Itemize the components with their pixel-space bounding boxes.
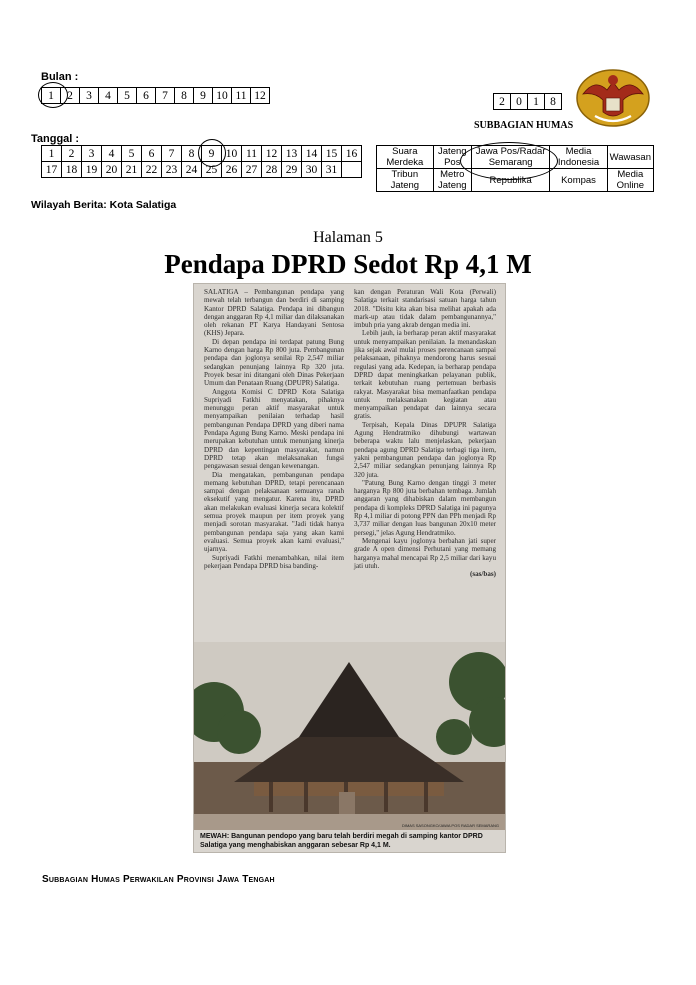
media-metro-jateng: Metro Jateng: [433, 169, 471, 192]
col1-paragraph: Anggota Komisi C DPRD Kota Salatiga Supriyadi Fatkhi menyatakan, pihaknya menunggu peran aktif masyarakat untuk menyampaikan penilaian terhadap hasil pembangunan Pendapa DPRD yang diberi nama Pendapa Agung Bung Karno. Meski pendapa ini merupakan kebutuhan untuk menunjang kinerja DPRD dan kepentingan masyarakat, namun DPRD tetap akan melaksanakan fungsi pengawasan sesuai dengan kewenangan.: [204, 387, 344, 471]
media-media-online: Media Online: [607, 169, 653, 192]
month-cell: 10: [213, 88, 232, 104]
tanggal-label: Tanggal :: [31, 133, 80, 145]
col1-paragraph: SALATIGA – Pembangunan pendapa yang mewah telah terbangun dan berdiri di samping Kantor DPRD Salatiga. Pendapa ini dibangun dengan anggaran Rp 4,1 miliar dan dilaksanakan oleh rekanan PT Karya Handayani Sentosa (KHS) Jepara.: [204, 288, 344, 338]
date-cell: 15: [322, 146, 342, 162]
bulan-label: Bulan :: [41, 71, 79, 83]
date-cell: 28: [262, 162, 282, 178]
article-signoff: (sas/bas): [469, 570, 496, 579]
newspaper-clipping: [193, 283, 506, 853]
media-media-indonesia: Media Indonesia: [550, 146, 607, 169]
month-cell: 8: [175, 88, 194, 104]
date-cell: 21: [122, 162, 142, 178]
date-cell: 9: [202, 146, 222, 162]
date-cell: 3: [82, 146, 102, 162]
date-cell: 29: [282, 162, 302, 178]
halaman-label: Halaman 5: [313, 229, 383, 246]
date-cell: 19: [82, 162, 102, 178]
date-cell: 26: [222, 162, 242, 178]
date-cell: 25: [202, 162, 222, 178]
date-cell: 13: [282, 146, 302, 162]
media-selection-circle: [460, 142, 558, 180]
media-republika: Republika: [471, 169, 549, 192]
year-box: [493, 93, 562, 110]
year-digit-cell: 1: [528, 94, 545, 110]
footer-label: [42, 874, 275, 885]
date-cell: 23: [162, 162, 182, 178]
year-digit-cell: 0: [511, 94, 528, 110]
month-selection-circle: [38, 82, 68, 108]
date-selection-circle: [198, 139, 226, 167]
month-cell: 9: [194, 88, 213, 104]
subbagian-humas-label: SUBBAGIAN HUMAS: [474, 120, 574, 131]
date-cell: 2: [62, 146, 82, 162]
date-cell: 8: [182, 146, 202, 162]
col1-paragraph: Dia mengatakan, pembangunan pendapa memang kebutuhan DPRD, tetapi perencanaan sampai dengan pelaksanaan semuanya ranah eksekutif yang mengatur. Karena itu, DPRD akan melakukan evaluasi kinerja secara kolektif semua proyek maupun per item proyek yang menjadi sorotan masyarakat. "Jadi tidak hanya pembangunan pendapa saja yang akan kami evaluasi. Semua proyek akan kami evaluasi," ujarnya.: [204, 470, 344, 554]
month-cell: 6: [137, 88, 156, 104]
date-cell: 6: [142, 146, 162, 162]
date-cell: 14: [302, 146, 322, 162]
col1-paragraph: Supriyadi Fatkhi menambahkan, nilai item pekerjaan Pendapa DPRD bisa banding-: [204, 553, 344, 570]
month-cell: 11: [232, 88, 251, 104]
col2-paragraph: Terpisah, Kepala Dinas DPUPR Salatiga Agung Hendratmiko dihubungi wartawan beberapa waktu lalu menjelaskan, pekerjaan pendapa agung DPRD Salatiga terbagi tiga item, yakni pembangunan pendapa dan joglonya Rp 2,547 miliar sedangkan penunjang lainnya Rp 320 juta.: [354, 420, 496, 479]
photo-credit: DIMAS SASONGKO/JAWA POS RADAR SEMARANG: [401, 823, 499, 828]
media-wawasan: Wawasan: [607, 146, 653, 169]
date-cell: 22: [142, 162, 162, 178]
footer-text: Subbagian Humas Perwakilan Provinsi Jawa Tengah: [42, 874, 275, 885]
col2-paragraph: "Patung Bung Karno dengan tinggi 3 meter harganya Rp 800 juta berbahan tembaga. Jumlah anggaran yang dihabiskan dalam membangun pendapa di kompleks DPRD Salatiga ini pagunya Rp 4,1 miliar di potong PPN dan PPh menjadi Rp 3,737 miliar dengan luas bangunan 20x10 meter persegi," jelas Agung Hendratmiko.: [354, 478, 496, 537]
date-cell: 7: [162, 146, 182, 162]
col2-paragraph: Mengenai kayu joglonya berbahan jati super grade A open dimensi Perhutani yang memang harganya mahal mencapai Rp 2,5 miliar dari kayu jati utuh.: [354, 536, 496, 570]
year-digit-cell: 2: [494, 94, 511, 110]
date-cell: 1: [42, 146, 62, 162]
month-cell: 4: [99, 88, 118, 104]
month-cell: 5: [118, 88, 137, 104]
garuda-emblem-icon: [575, 68, 651, 128]
media-jawa-pos: Jawa Pos/Radar Semarang: [471, 146, 549, 169]
date-cell: [342, 162, 362, 178]
month-cell: 2: [61, 88, 80, 104]
article-column-2: [354, 288, 496, 578]
date-cell: 30: [302, 162, 322, 178]
date-cell: 16: [342, 146, 362, 162]
date-cell: 4: [102, 146, 122, 162]
month-grid: [41, 87, 270, 104]
month-cell: 7: [156, 88, 175, 104]
date-cell: 18: [62, 162, 82, 178]
date-cell: 24: [182, 162, 202, 178]
date-cell: 11: [242, 146, 262, 162]
date-cell: 27: [242, 162, 262, 178]
wilayah-berita: Wilayah Berita: Kota Salatiga: [31, 199, 177, 211]
photo-caption: MEWAH: Bangunan pendopo yang baru telah berdiri megah di samping kantor DPRD Salatiga yang menghabiskan anggaran sebesar Rp 4,1 M.: [200, 833, 483, 849]
date-cell: 17: [42, 162, 62, 178]
col1-paragraph: Di depan pendapa ini terdapat patung Bung Karno dengan harga Rp 800 juta. Pembangunan pendapa dan joglonya senilai Rp 2,547 miliar sedangkan penunjang lainnya Rp 320 juta. Proyek besar ini ditangani oleh Dinas Pekerjaan Umum dan Penataan Ruang (DPUPR) Salatiga.: [204, 337, 344, 388]
media-suara-merdeka: Suara Merdeka: [377, 146, 434, 169]
media-kompas: Kompas: [550, 169, 607, 192]
media-tribun-jateng: Tribun Jateng: [377, 169, 434, 192]
col2-paragraph: kan dengan Peraturan Wali Kota (Perwali) Salatiga terkait standarisasi satuan harga tahun 2018. "Disitu kita akan bisa melihat apakah ada mark-up atau tidak dalam pembangunannya," imbuh pria yang akrab dengan media ini.: [354, 288, 496, 330]
date-cell: 20: [102, 162, 122, 178]
month-cell: 1: [42, 88, 61, 104]
date-cell: 5: [122, 146, 142, 162]
media-jateng-pos: Jateng Pos: [433, 146, 471, 169]
col2-paragraph: Lebih jauh, ia berharap peran aktif masyarakat untuk menyampaikan penilaian. Ia menandaskan jika sejak awal mulai proses perencanaan sampai pelaksanaan, pihaknya mendorong harus sesuai regulasi yang ada. Kedepan, ia berharap pendapa DPRD dapat meningkatkan pelayanan publik, terkait kebutuhan ruang pertemuan berbasis rakyat. Masyarakat bisa memanfaatkan pendapa untuk melaksanakan kegiatan atau menyampaikan pendapat dan lainnya secara gratis.: [354, 329, 496, 421]
month-cell: 3: [80, 88, 99, 104]
date-cell: 10: [222, 146, 242, 162]
month-cell: 12: [251, 88, 270, 104]
year-digit-cell: 8: [545, 94, 562, 110]
date-cell: 12: [262, 146, 282, 162]
date-cell: 31: [322, 162, 342, 178]
article-column-1: [204, 288, 344, 570]
pendapa-photo: [194, 642, 505, 830]
article-headline: Pendapa DPRD Sedot Rp 4,1 M: [164, 249, 532, 279]
